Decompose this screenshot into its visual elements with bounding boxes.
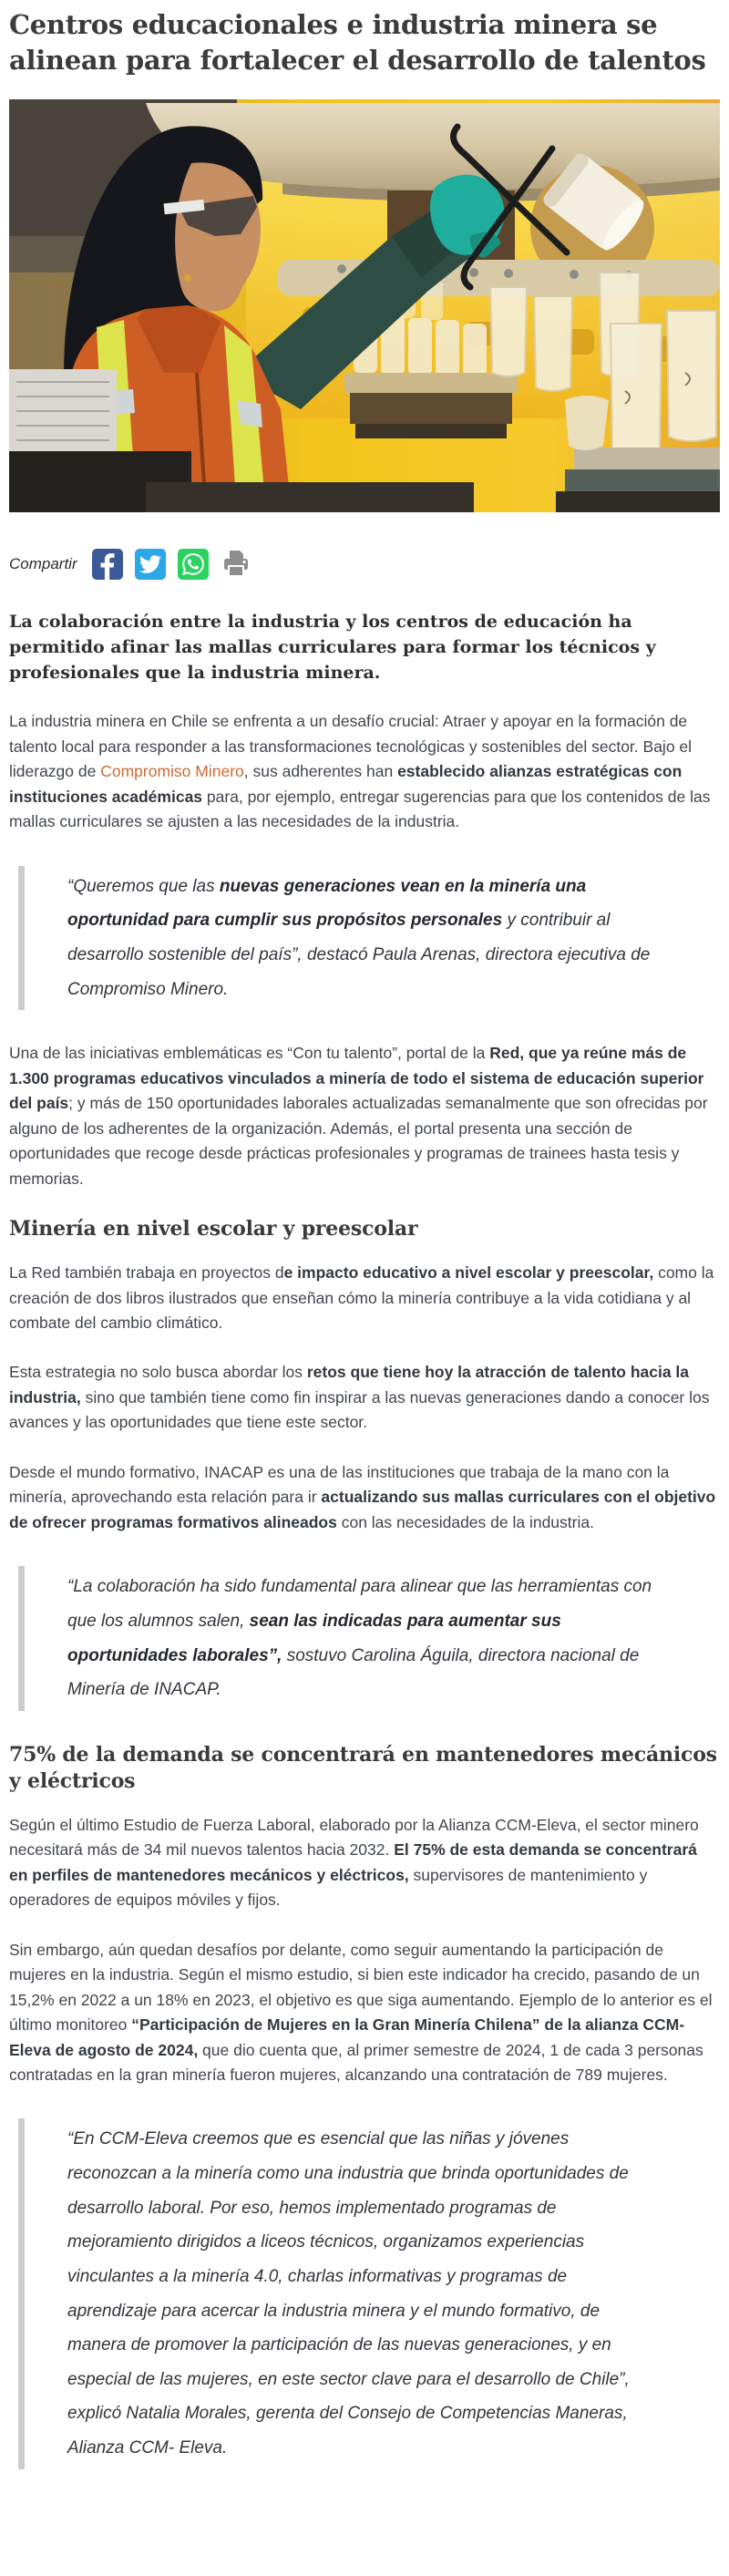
text-segment: retos que tiene hoy la atracción de talento hacia la industria,: [9, 1363, 690, 1406]
text-segment: Desde el mundo formativo, INACAP es una de las instituciones que trabaja de la mano con la minería, aprovechando esta relación para ir: [9, 1462, 670, 1507]
facebook-icon: [92, 549, 123, 580]
text-segment: La Red también trabaja en proyectos d: [9, 1263, 284, 1283]
pull-quote: [18, 1566, 720, 1710]
text-segment: ; y más de 150 oportunidades laborales actualizadas semanalmente que son ofrecidas por alguno de los adherentes de la organización. Además, el portal presenta una sección de oportunidades que recoge desde prácticas profesionales y programas de trainees hasta tesis y memorias.: [9, 1094, 708, 1188]
text-segment: sean las indicadas para aumentar sus oportunidades laborales”,: [67, 1611, 561, 1665]
text-segment: , sus adherentes han: [243, 762, 398, 781]
inline-link[interactable]: Compromiso Minero: [100, 762, 244, 781]
paragraph: [9, 1460, 720, 1535]
paragraph: [9, 1813, 720, 1913]
paragraph: [9, 1041, 720, 1191]
text-segment: “Participación de Mujeres en la Gran Minería Chilena” de la alianza CCM-Eleva de agosto de 2024,: [9, 2015, 685, 2059]
page-title: Centros educacionales e industria minera se alinean para fortalecer el desarrollo de talentos: [9, 9, 706, 76]
paragraph: [9, 1938, 720, 2088]
paragraph: [9, 1360, 720, 1435]
text-segment: Según el último Estudio de Fuerza Laboral, elaborado por la Alianza CCM-Eleva, el sector minero necesitará más de 34 mil nuevos talentos hacia 2032.: [9, 1815, 699, 1860]
print-icon: [221, 549, 252, 580]
share-label: Compartir: [9, 555, 77, 573]
text-segment: que dio cuenta que, al primer semestre de 2024, 1 de cada 3 personas contratadas en la gran minería fueron mujeres, alcanzando una contratación de 789 mujeres.: [9, 2040, 703, 2085]
text-segment: Sin embargo, aún quedan desafíos por delante, como seguir aumentando la participación de mujeres en la industria. Según el mismo estudio, si bien este indicador ha crecido, pasando de un 15,2% en 2022 a un 18% en 2023, el objetivo es que siga aumentando. Ejemplo de lo anterior es el último monitoreo: [9, 1940, 713, 2035]
text-segment: Red, que ya reúne más de 1.300 programas educativos vinculados a minería de todo el sistema de educación superior del país: [9, 1044, 704, 1113]
text-segment: Una de las iniciativas emblemáticas es “Con tu talento”, portal de la: [9, 1044, 490, 1063]
paragraph: [9, 1261, 720, 1335]
paragraph: [9, 709, 720, 834]
text-segment: como la creación de dos libros ilustrados que enseñan cómo la minería contribuye a la vida cotidiana y al combate del cambio climático.: [9, 1263, 714, 1333]
lead-paragraph: La colaboración entre la industria y los centros de educación ha permitido afinar las mallas curriculares para formar los técnicos y profesionales que la industria minera.: [9, 612, 656, 684]
share-facebook-button[interactable]: [92, 549, 123, 580]
text-segment: “La colaboración ha sido fundamental para alinear que las herramientas con que los alumnos salen,: [67, 1577, 652, 1631]
text-segment: sino que también tiene como fin inspirar a las nuevas generaciones dando a conocer los avances y las oportunidades que tiene este sector.: [9, 1387, 710, 1432]
text-segment: nuevas generaciones vean en la minería una oportunidad para cumplir sus propósitos personales: [67, 876, 587, 931]
text-segment: La industria minera en Chile se enfrenta a un desafío crucial: Atraer y apoyar en la formación de talento local para responder a las transformaciones tecnológicas y sostenibles del sector. Bajo el liderazgo de: [9, 712, 693, 781]
text-segment: Esta estrategia no solo busca abordar los: [9, 1363, 307, 1382]
text-segment: para, por ejemplo, entregar sugerencias para que los contenidos de las mallas curriculares se ajusten a las necesidades de la industria.: [9, 787, 711, 831]
text-segment: El 75% de esta demanda se concentrará en perfiles de mantenedores mecánicos y eléctricos,: [9, 1840, 697, 1884]
pull-quote: [18, 866, 720, 1010]
share-row: [9, 549, 720, 580]
share-twitter-button[interactable]: [135, 549, 166, 580]
twitter-icon: [135, 549, 166, 580]
text-segment: e impacto educativo a nivel escolar y preescolar,: [283, 1263, 654, 1283]
whatsapp-icon: [178, 549, 209, 580]
text-segment: actualizando sus mallas curriculares con el objetivo de ofrecer programas formativos alineados: [9, 1488, 716, 1531]
section-heading: Minería en nivel escolar y preescolar: [9, 1217, 418, 1242]
share-print-button[interactable]: [221, 549, 252, 580]
share-whatsapp-button[interactable]: [178, 549, 209, 580]
hero-illustration: [9, 99, 720, 512]
text-segment: y contribuir al desarrollo sostenible del país”, destacó Paula Arenas, directora ejecutiva de Compromiso Minero.: [67, 911, 651, 999]
text-segment: con las necesidades de la industria.: [336, 1512, 594, 1531]
section-heading: 75% de la demanda se concentrará en mantenedores mecánicos y eléctricos: [9, 1742, 717, 1793]
text-segment: sostuvo Carolina Águila, directora nacional de Minería de INACAP.: [67, 1645, 640, 1700]
hero-image: [9, 99, 720, 512]
text-segment: “Queremos que las: [67, 876, 220, 896]
text-segment: “En CCM-Eleva creemos que es esencial que las niñas y jóvenes reconozcan a la minería como una industria que brinda oportunidades de desarrollo laboral. Por eso, hemos implementado programas de mejoramiento dirigidos a liceos técnicos, organizamos experiencias vinculantes a la minería 4.0, charlas informativas y programas de aprendizaje para acercar la industria minera y el mundo formativo, de manera de promover la participación de las nuevas generaciones, y en especial de las mujeres, en este sector clave para el desarrollo de Chile”, explicó Natalia Morales, gerenta del Consejo de Competencias Maneras, Alianza CCM- Eleva.: [67, 2129, 630, 2458]
pull-quote: [18, 2118, 720, 2468]
text-segment: supervisores de mantenimiento y operadores de equipos móviles y fijos.: [9, 1865, 648, 1910]
text-segment: establecido alianzas estratégicas con instituciones académicas: [9, 762, 683, 806]
